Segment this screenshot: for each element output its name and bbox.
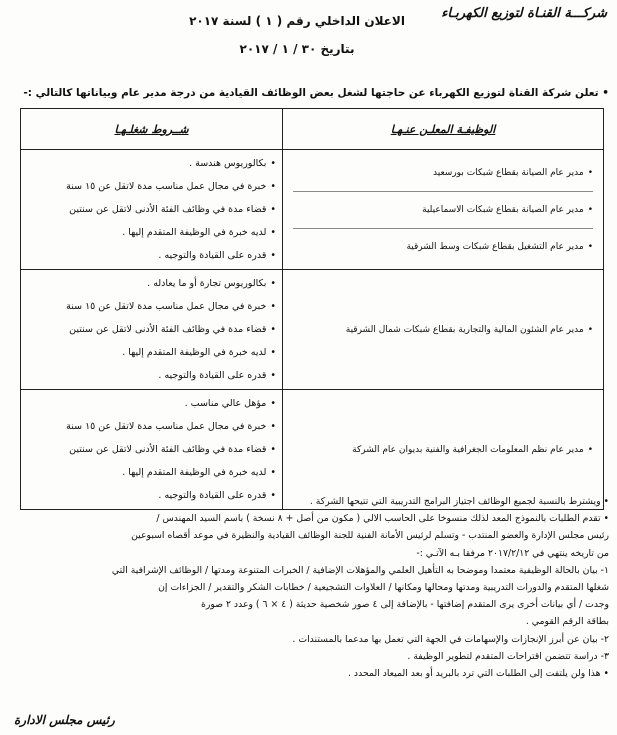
note-line: • هذا ولن يلتفت إلى الطلبات التي ترد بالبريد أو بعد الميعاد المحدد .: [348, 668, 609, 680]
requirement-item: • خبرة في مجال عمل مناسب مدة لاتقل عن ١٥ سنة: [27, 415, 276, 438]
position-item: • مدير عام الشئون المالية والتجارية بقطاع شبكات شمال الشرقية: [345, 324, 593, 335]
positions-cell: [283, 390, 604, 510]
notes-section: [9, 493, 609, 682]
position-item: • مدير عام الصيانة بقطاع شبكات الاسماعيلية: [293, 191, 593, 228]
position-item: • مدير عام نظم المعلومات الجغرافية والفنية بديوان عام الشركة: [352, 444, 593, 455]
requirement-item: • بكالوريوس تجارة أو ما يعادله .: [27, 272, 276, 295]
note-line: بطاقة الرقم القومي .: [525, 616, 609, 628]
requirement-item: • بكالوريوس هندسة .: [27, 152, 276, 175]
positions-column-header: الوظيفـة المعلـن عنـهـا: [283, 109, 604, 150]
requirement-item: • لديه خبرة في الوظيفة المتقدم إليها .: [27, 221, 276, 244]
bullet-icon: •: [587, 241, 593, 252]
table-row: [21, 150, 604, 270]
announcement-header: [162, 14, 432, 70]
requirement-item: • قدره على القيادة والتوجيه .: [27, 484, 276, 507]
note-line: • ويشترط بالنسبة لجميع الوظائف اجتياز البرامج التدريبية التي تتيحها الشركة .: [309, 496, 609, 507]
requirement-item: • لديه خبرة في الوظيفة المتقدم إليها .: [27, 461, 276, 484]
position-item: • مدير عام التشغيل بقطاع شبكات وسط الشرقية: [293, 228, 593, 265]
requirement-item: • قضاء مدة في وظائف الفئة الأدنى لاتقل عن سنتين: [27, 318, 276, 341]
bullet-icon: •: [587, 204, 593, 215]
requirements-cell: [21, 270, 283, 390]
bullet-icon: •: [587, 444, 593, 455]
table-row: [21, 390, 604, 510]
note-line: ١- بيان بالحالة الوظيفية معتمدا وموضحا به التأهيل العلمي والمؤهلات الإضافية / الخبرات المتنوعة ومدتها / الوظائف الإشرافية التي: [111, 564, 609, 576]
positions-table: [20, 108, 604, 510]
note-line: من تاريخه ينتهي في ٢٠١٧/٢/١٢ مرفقا بـه الآتـي :-: [416, 547, 609, 559]
position-item: • مدير عام الصيانة بقطاع شبكات بورسعيد: [433, 167, 593, 178]
note-line: وجدت / أي بيانات أخرى يرى المتقدم إضافتها - بالإضافة إلى ٤ صور شخصية حديثة ( ٤ × ٦ ) وعدد ٢ صورة: [200, 599, 609, 611]
requirement-item: • لديه خبرة في الوظيفة المتقدم إليها .: [27, 341, 276, 364]
company-name: شركـــة القنـاة لتوزيع الكهربـاء: [441, 6, 607, 21]
intro-paragraph: • تعلن شركة القناة لتوزيع الكهرباء عن حاجتها لشغل بعض الوظائف القيادية من درجة مدير عام وبياناتها كالتالي :-: [23, 87, 609, 99]
positions-cell: [283, 150, 604, 270]
note-line: ٢- بيان عن أبرز الإنجازات والإسهامات في الجهة التي تعمل بها مدعما بالمستندات .: [292, 633, 609, 645]
requirement-item: • قضاء مدة في وظائف الفئة الأدنى لاتقل عن سنتين: [27, 198, 276, 221]
requirements-cell: [21, 150, 283, 270]
table-row: [21, 270, 604, 390]
requirement-item: • قدره على القيادة والتوجيه .: [27, 364, 276, 387]
bullet-icon: •: [587, 324, 593, 335]
note-line: رئيس مجلس الإدارة والعضو المنتدب - وتسلم لرئيس الأمانة الفنية للجنة الوظائف القيادية والنظيرة في موعد أقصاه اسبوعين: [131, 530, 609, 542]
requirement-item: • مؤهل عالي مناسب .: [27, 392, 276, 415]
requirement-item: • خبرة في مجال عمل مناسب مدة لاتقل عن ١٥ سنة: [27, 295, 276, 318]
bullet-icon: •: [587, 167, 593, 178]
signature: رئيس مجلس الادارة: [14, 713, 115, 727]
note-line: ٣- دراسة تتضمن اقتراحات المتقدم لتطوير الوظيفة .: [407, 650, 609, 662]
note-line: شغلها المتقدم والدورات التدريبية ومدتها ومحالها ومكانها / العلاوات التشجيعية / خطابات الشكر والتقدير / الجزاءات إن: [158, 582, 609, 594]
positions-cell: [283, 270, 604, 390]
requirements-cell: [21, 390, 283, 510]
requirement-item: • قدره على القيادة والتوجيه .: [27, 244, 276, 267]
note-line: • تقدم الطلبات بالنموذج المعد لذلك منسوخا على الحاسب الالي ( مكون من أصل + ٨ نسخة ) باسم السيد المهندس /: [156, 513, 609, 525]
requirement-item: • خبرة في مجال عمل مناسب مدة لاتقل عن ١٥ سنة: [27, 175, 276, 198]
requirement-item: • قضاء مدة في وظائف الفئة الأدنى لاتقل عن سنتين: [27, 438, 276, 461]
announcement-number: الاعلان الداخلي رقم ( ١ ) لسنة ٢٠١٧: [189, 14, 405, 28]
announcement-date: بتاريخ ٣٠ / ١ / ٢٠١٧: [239, 42, 355, 56]
requirements-column-header: شــروط شغلـهـا: [21, 109, 283, 150]
